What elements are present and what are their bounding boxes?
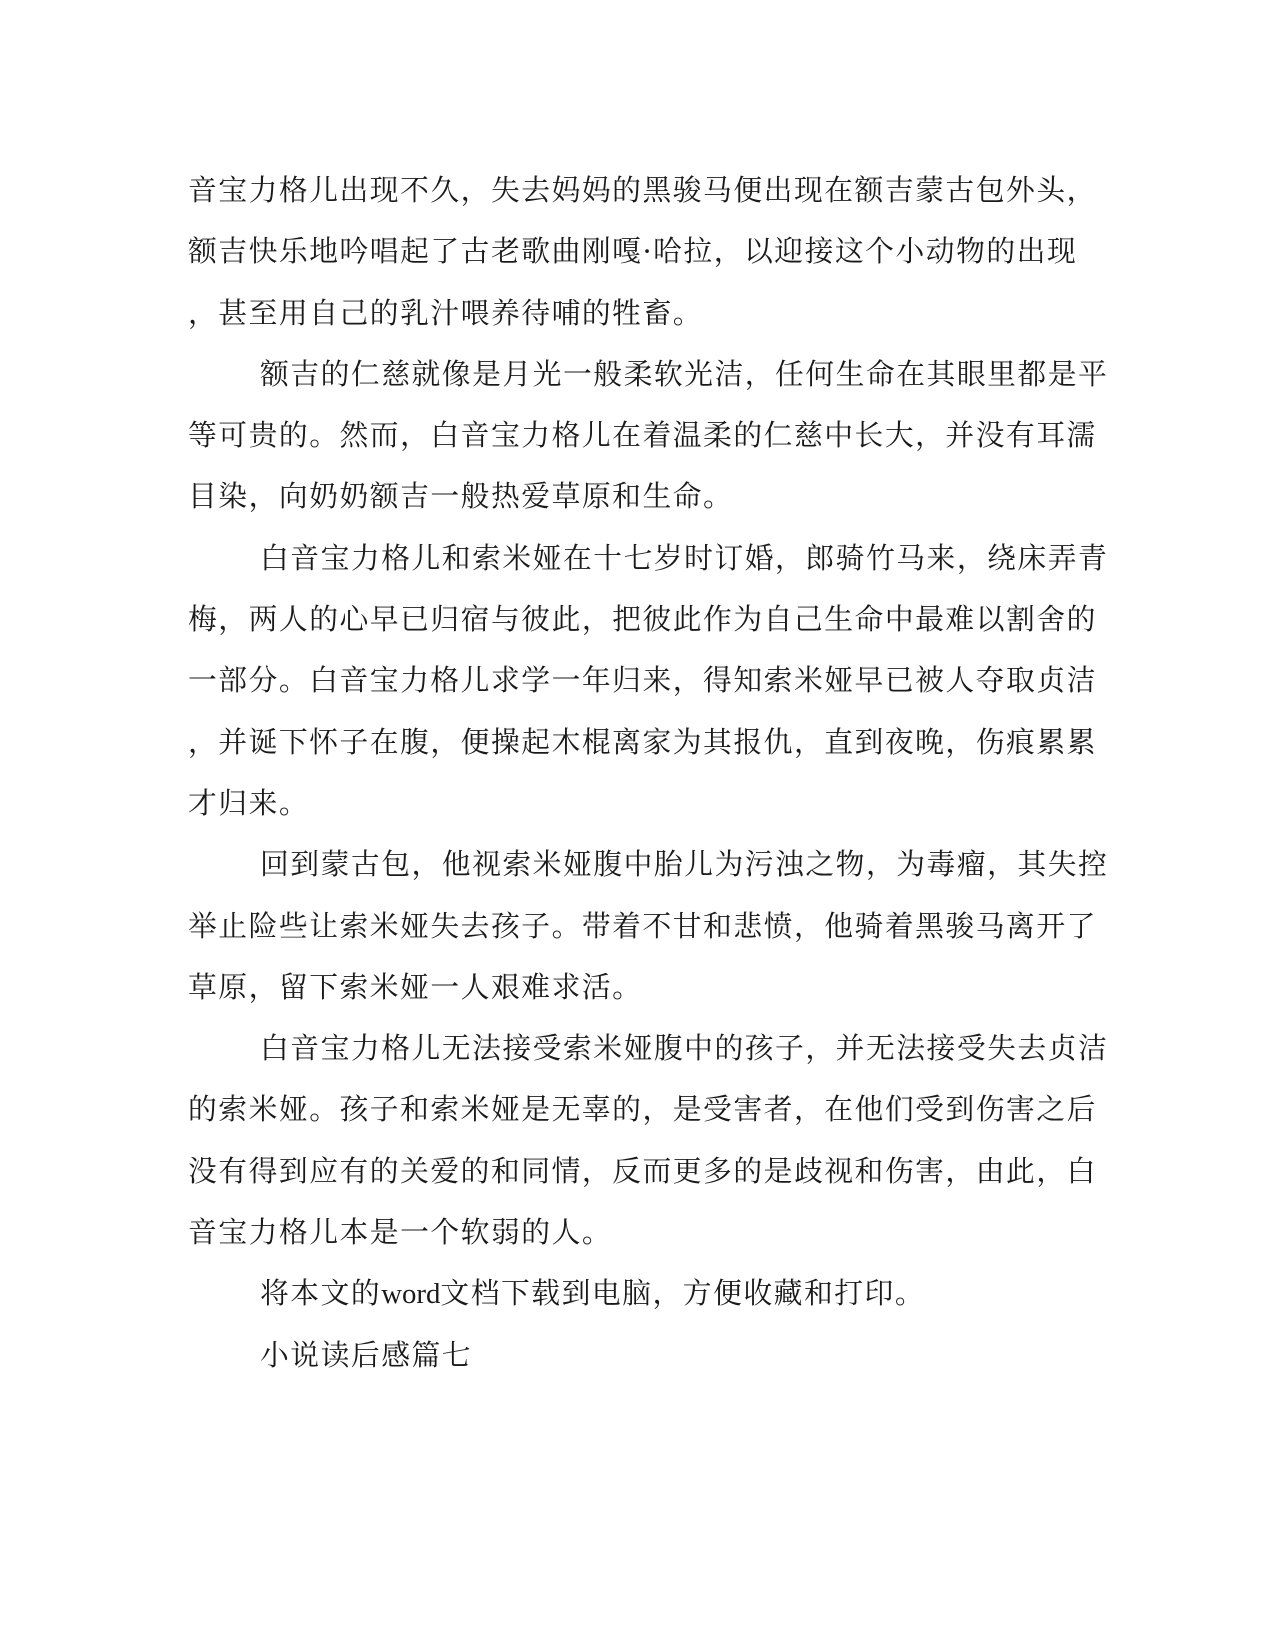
text-line: 梅，两人的心早已归宿与彼此，把彼此作为自己生命中最难以割舍的: [188, 602, 1097, 637]
text-line: 没有得到应有的关爱的和同情，反而更多的是歧视和伤害，由此，白: [188, 1153, 1097, 1188]
text-line: 额吉的仁慈就像是月光一般柔软光洁，任何生命在其眼里都是平: [260, 356, 1109, 391]
text-line: 音宝力格儿出现不久，失去妈妈的黑骏马便出现在额吉蒙古包外头，: [188, 173, 1097, 207]
text-line: ，甚至用自己的乳汁喂养待哺的牲畜。: [188, 295, 704, 330]
text-line: 回到蒙古包，他视索米娅腹中胎儿为污浊之物，为毒瘤，其失控: [260, 847, 1109, 882]
text-line: 的索米娅。孩子和索米娅是无辜的，是受害者，在他们受到伤害之后: [188, 1092, 1097, 1127]
download-note-word: word: [381, 1278, 441, 1311]
text-line: 白音宝力格儿无法接受索米娅腹中的孩子，并无法接受失去贞洁: [260, 1031, 1109, 1066]
download-note: [188, 1263, 1068, 1324]
paragraph: [188, 528, 1109, 834]
text-line: 草原，留下索米娅一人艰难求活。: [188, 969, 643, 1004]
text-line: 目染，向奶奶额吉一般热爱草原和生命。: [188, 479, 734, 514]
text-line: 举止险些让索米娅失去孩子。带着不甘和悲愤，他骑着黑骏马离开了: [188, 908, 1097, 943]
section-heading: 小说读后感篇七: [260, 1337, 473, 1372]
paragraph: [188, 344, 1109, 528]
download-note-before: 将本文的: [260, 1276, 382, 1311]
paragraph: [188, 160, 1097, 344]
paragraph: [188, 834, 1109, 1018]
text-line: ，并诞下怀子在腹，便操起木棍离家为其报仇，直到夜晚，伤痕累累: [188, 724, 1097, 759]
download-note-after: 文档下载到电脑，方便收藏和打印。: [440, 1276, 926, 1311]
paragraph: [188, 1018, 1109, 1263]
text-line: 额吉快乐地吟唱起了古老歌曲刚嘎·哈拉，以迎接这个小动物的出现: [188, 234, 1078, 269]
text-line: 音宝力格儿本是一个软弱的人。: [188, 1215, 613, 1250]
text-line: 才归来。: [188, 785, 310, 820]
document-body: [188, 160, 1109, 1386]
text-line: 一部分。白音宝力格儿求学一年归来，得知索米娅早已被人夺取贞洁: [188, 663, 1097, 698]
text-line: 等可贵的。然而，白音宝力格儿在着温柔的仁慈中长大，并没有耳濡: [188, 418, 1097, 453]
text-line: 白音宝力格儿和索米娅在十七岁时订婚，郎骑竹马来，绕床弄青: [260, 540, 1109, 575]
